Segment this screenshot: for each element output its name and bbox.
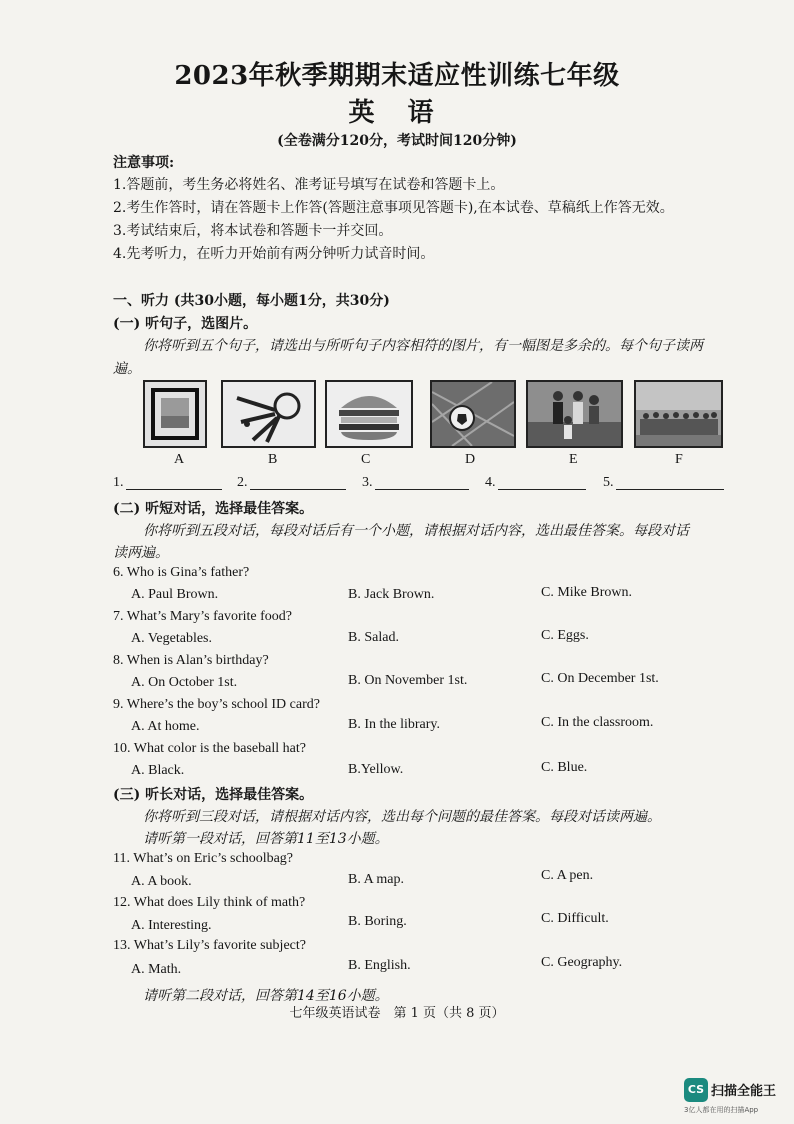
listen-prompt-2: 请听第二段对话，回答第14至16小题。 xyxy=(143,988,389,1004)
notice-heading: 注意事项: xyxy=(113,155,175,171)
picture-label-f: F xyxy=(675,452,683,467)
question-9: 9. Where’s the boy’s school ID card? xyxy=(113,697,320,712)
option-a[interactable]: A. Interesting. xyxy=(131,918,212,933)
answer-blank-4[interactable] xyxy=(498,489,586,490)
exam-note: (全卷满分120分，考试时间120分钟) xyxy=(277,133,517,149)
option-c[interactable]: C. In the classroom. xyxy=(541,715,654,730)
option-a[interactable]: A. Paul Brown. xyxy=(131,587,219,602)
question-11: 11. What’s on Eric’s schoolbag? xyxy=(113,851,294,866)
answer-blank-number: 1. xyxy=(113,475,124,490)
listen-prompt-1: 请听第一段对话，回答第11至13小题。 xyxy=(143,831,389,847)
soccer-ball-icon xyxy=(430,380,516,448)
part3-heading: (三) 听长对话，选择最佳答案。 xyxy=(113,787,314,803)
picture-label-b: B xyxy=(268,452,278,467)
option-a[interactable]: A. At home. xyxy=(131,719,200,734)
option-a[interactable]: A. Black. xyxy=(131,763,185,778)
question-6: 6. Who is Gina’s father? xyxy=(113,565,250,580)
family-photo-icon xyxy=(526,380,623,448)
option-a[interactable]: A. Vegetables. xyxy=(131,631,212,646)
option-c[interactable]: C. Blue. xyxy=(541,760,588,775)
option-a[interactable]: A. A book. xyxy=(131,874,192,889)
scanner-app-name: 扫描全能王 xyxy=(711,1084,777,1099)
question-13: 13. What’s Lily’s favorite subject? xyxy=(113,938,306,953)
option-b[interactable]: B.Yellow. xyxy=(348,762,404,777)
notice-item: 1.答题前，考生务必将姓名、准考证号填写在试卷和答题卡上。 xyxy=(113,177,505,193)
answer-blank-number: 5. xyxy=(603,475,614,490)
exam-title: 2023年秋季期期末适应性训练七年级 xyxy=(174,61,620,91)
answer-blank-number: 4. xyxy=(485,475,496,490)
option-b[interactable]: B. Salad. xyxy=(348,630,399,645)
option-b[interactable]: B. Jack Brown. xyxy=(348,587,435,602)
answer-blank-1[interactable] xyxy=(126,489,222,490)
question-7: 7. What’s Mary’s favorite food? xyxy=(113,609,292,624)
part2-instruction-cont: 读两遍。 xyxy=(113,545,169,561)
camscanner-logo-icon: CS xyxy=(684,1078,708,1102)
option-c[interactable]: C. A pen. xyxy=(541,868,594,883)
part2-heading: (二) 听短对话，选择最佳答案。 xyxy=(113,501,314,517)
option-c[interactable]: C. Geography. xyxy=(541,955,623,970)
picture-label-e: E xyxy=(569,452,578,467)
option-c[interactable]: C. Mike Brown. xyxy=(541,585,632,600)
option-c[interactable]: C. Difficult. xyxy=(541,911,609,926)
answer-blank-number: 3. xyxy=(362,475,373,490)
notice-item: 2.考生作答时，请在答题卡上作答(答题注意事项见答题卡),在本试卷、草稿纸上作答无效。 xyxy=(113,200,674,216)
framed-picture-icon xyxy=(143,380,207,448)
part1-heading: (一) 听句子，选图片。 xyxy=(113,316,258,332)
group-photo-icon xyxy=(634,380,723,448)
option-b[interactable]: B. English. xyxy=(348,958,411,973)
keys-icon xyxy=(221,380,316,448)
option-a[interactable]: A. On October 1st. xyxy=(131,675,238,690)
subject-title: 英 语 xyxy=(348,98,446,128)
option-b[interactable]: B. On November 1st. xyxy=(348,673,468,688)
answer-blank-3[interactable] xyxy=(375,489,469,490)
part2-instruction: 你将听到五段对话，每段对话后有一个小题，请根据对话内容，选出最佳答案。每段对话 xyxy=(143,523,689,539)
part3-instruction: 你将听到三段对话，请根据对话内容，选出每个问题的最佳答案。每段对话读两遍。 xyxy=(143,809,661,825)
scanner-tagline: 3亿人都在用的扫描App xyxy=(684,1106,759,1114)
question-8: 8. When is Alan’s birthday? xyxy=(113,653,269,668)
part1-instruction-cont: 遍。 xyxy=(113,361,141,377)
answer-blank-number: 2. xyxy=(237,475,248,490)
option-a[interactable]: A. Math. xyxy=(131,962,182,977)
option-c[interactable]: C. Eggs. xyxy=(541,628,589,643)
option-b[interactable]: B. In the library. xyxy=(348,717,441,732)
question-12: 12. What does Lily think of math? xyxy=(113,895,306,910)
notice-item: 3.考试结束后，将本试卷和答题卡一并交回。 xyxy=(113,223,393,239)
question-10: 10. What color is the baseball hat? xyxy=(113,741,306,756)
picture-label-a: A xyxy=(174,452,185,467)
page-footer: 七年级英语试卷 第 1 页（共 8 页） xyxy=(289,1006,505,1021)
picture-label-d: D xyxy=(465,452,476,467)
notice-item: 4.先考听力，在听力开始前有两分钟听力试音时间。 xyxy=(113,246,435,262)
section-heading: 一、听力 (共30小题，每小题1分，共30分) xyxy=(113,293,390,309)
hamburger-icon xyxy=(325,380,413,448)
option-b[interactable]: B. Boring. xyxy=(348,914,407,929)
option-c[interactable]: C. On December 1st. xyxy=(541,671,659,686)
picture-label-c: C xyxy=(361,452,371,467)
option-b[interactable]: B. A map. xyxy=(348,872,405,887)
part1-instruction: 你将听到五个句子，请选出与所听句子内容相符的图片，有一幅图是多余的。每个句子读两 xyxy=(143,338,703,354)
answer-blank-2[interactable] xyxy=(250,489,346,490)
answer-blank-5[interactable] xyxy=(616,489,724,490)
